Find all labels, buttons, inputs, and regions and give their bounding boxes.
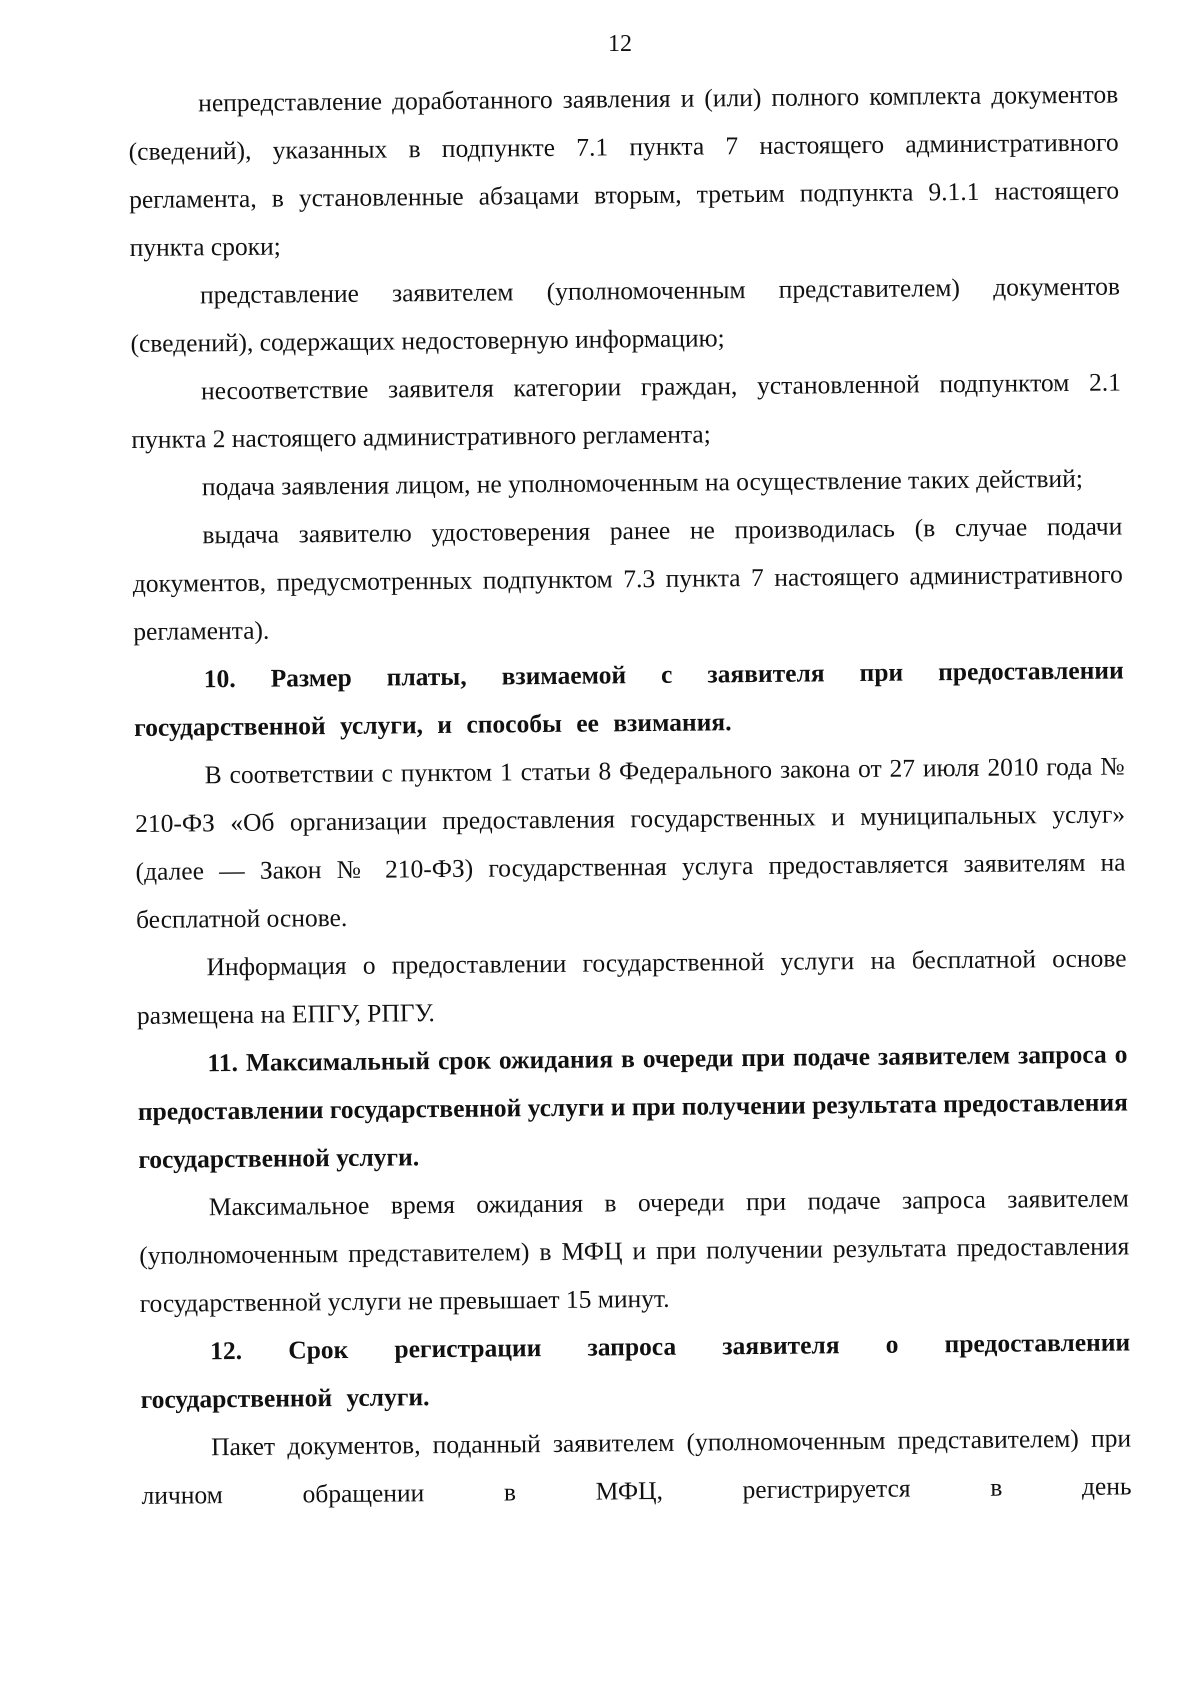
page-number: 12 (608, 31, 632, 57)
paragraph-refusal-incomplete-documents: непредставление доработанного заявления и (или) полного комплекта документов (сведений), указанных в подпункте 7.1 пункта 7 настоящего административного регламента, в установленные абзацами вторым, третьим подпункта 9.1.1 настоящего пункта сроки; (128, 79, 1120, 262)
paragraph-max-wait-time: Максимальное время ожидания в очереди при подаче запроса заявителем (уполномоченным представителем) в МФЦ и при получении результата предоставления государственной услуги не превышает 15 минут. (139, 1183, 1130, 1318)
paragraph-refusal-unauthorized-person: подача заявления лицом, не уполномоченным на осуществление таких действий; (201, 463, 1083, 502)
document-body (128, 70, 1132, 1519)
section-heading-11: 11. Максимальный срок ожидания в очереди при подаче заявителем запроса о предоставлении государственной услуги и при получении результата предоставления государственной услуги. (137, 1039, 1128, 1174)
paragraph-free-of-charge: В соответствии с пунктом 1 статьи 8 Федерального закона от 27 июля 2010 года № 210-ФЗ «Об организации предоставления государственных и муниципальных услуг» (далее — Закон № 210-ФЗ) государственная услуга предоставляется заявителям на бесплатной основе. (134, 751, 1126, 934)
paragraph-refusal-category-mismatch: несоответствие заявителя категории граждан, установленной подпунктом 2.1 пункта 2 настоящего административного регламента; (131, 367, 1122, 454)
paragraph-registration: Пакет документов, поданный заявителем (уполномоченным представителем) при личном обращении в МФЦ, регистрируется в день (141, 1423, 1132, 1510)
paragraph-refusal-no-certificate: выдача заявителю удостоверения ранее не производилась (в случае подачи документов, предусмотренных подпунктом 7.3 пункта 7 настоящего административного регламента). (132, 511, 1123, 646)
paragraph-free-info-published: Информация о предоставлении государственной услуги на бесплатной основе размещена на ЕПГУ, РПГУ. (136, 943, 1127, 1030)
paragraph-refusal-false-information: представление заявителем (уполномоченным представителем) документов (сведений), содержащих недостоверную информацию; (130, 271, 1121, 358)
section-heading-10: 10. Размер платы, взимаемой с заявителя при предоставлении государственной услуги, и способы ее взимания. (134, 655, 1124, 742)
section-heading-12: 12. Срок регистрации запроса заявителя о предоставлении государственной услуги. (140, 1327, 1131, 1414)
